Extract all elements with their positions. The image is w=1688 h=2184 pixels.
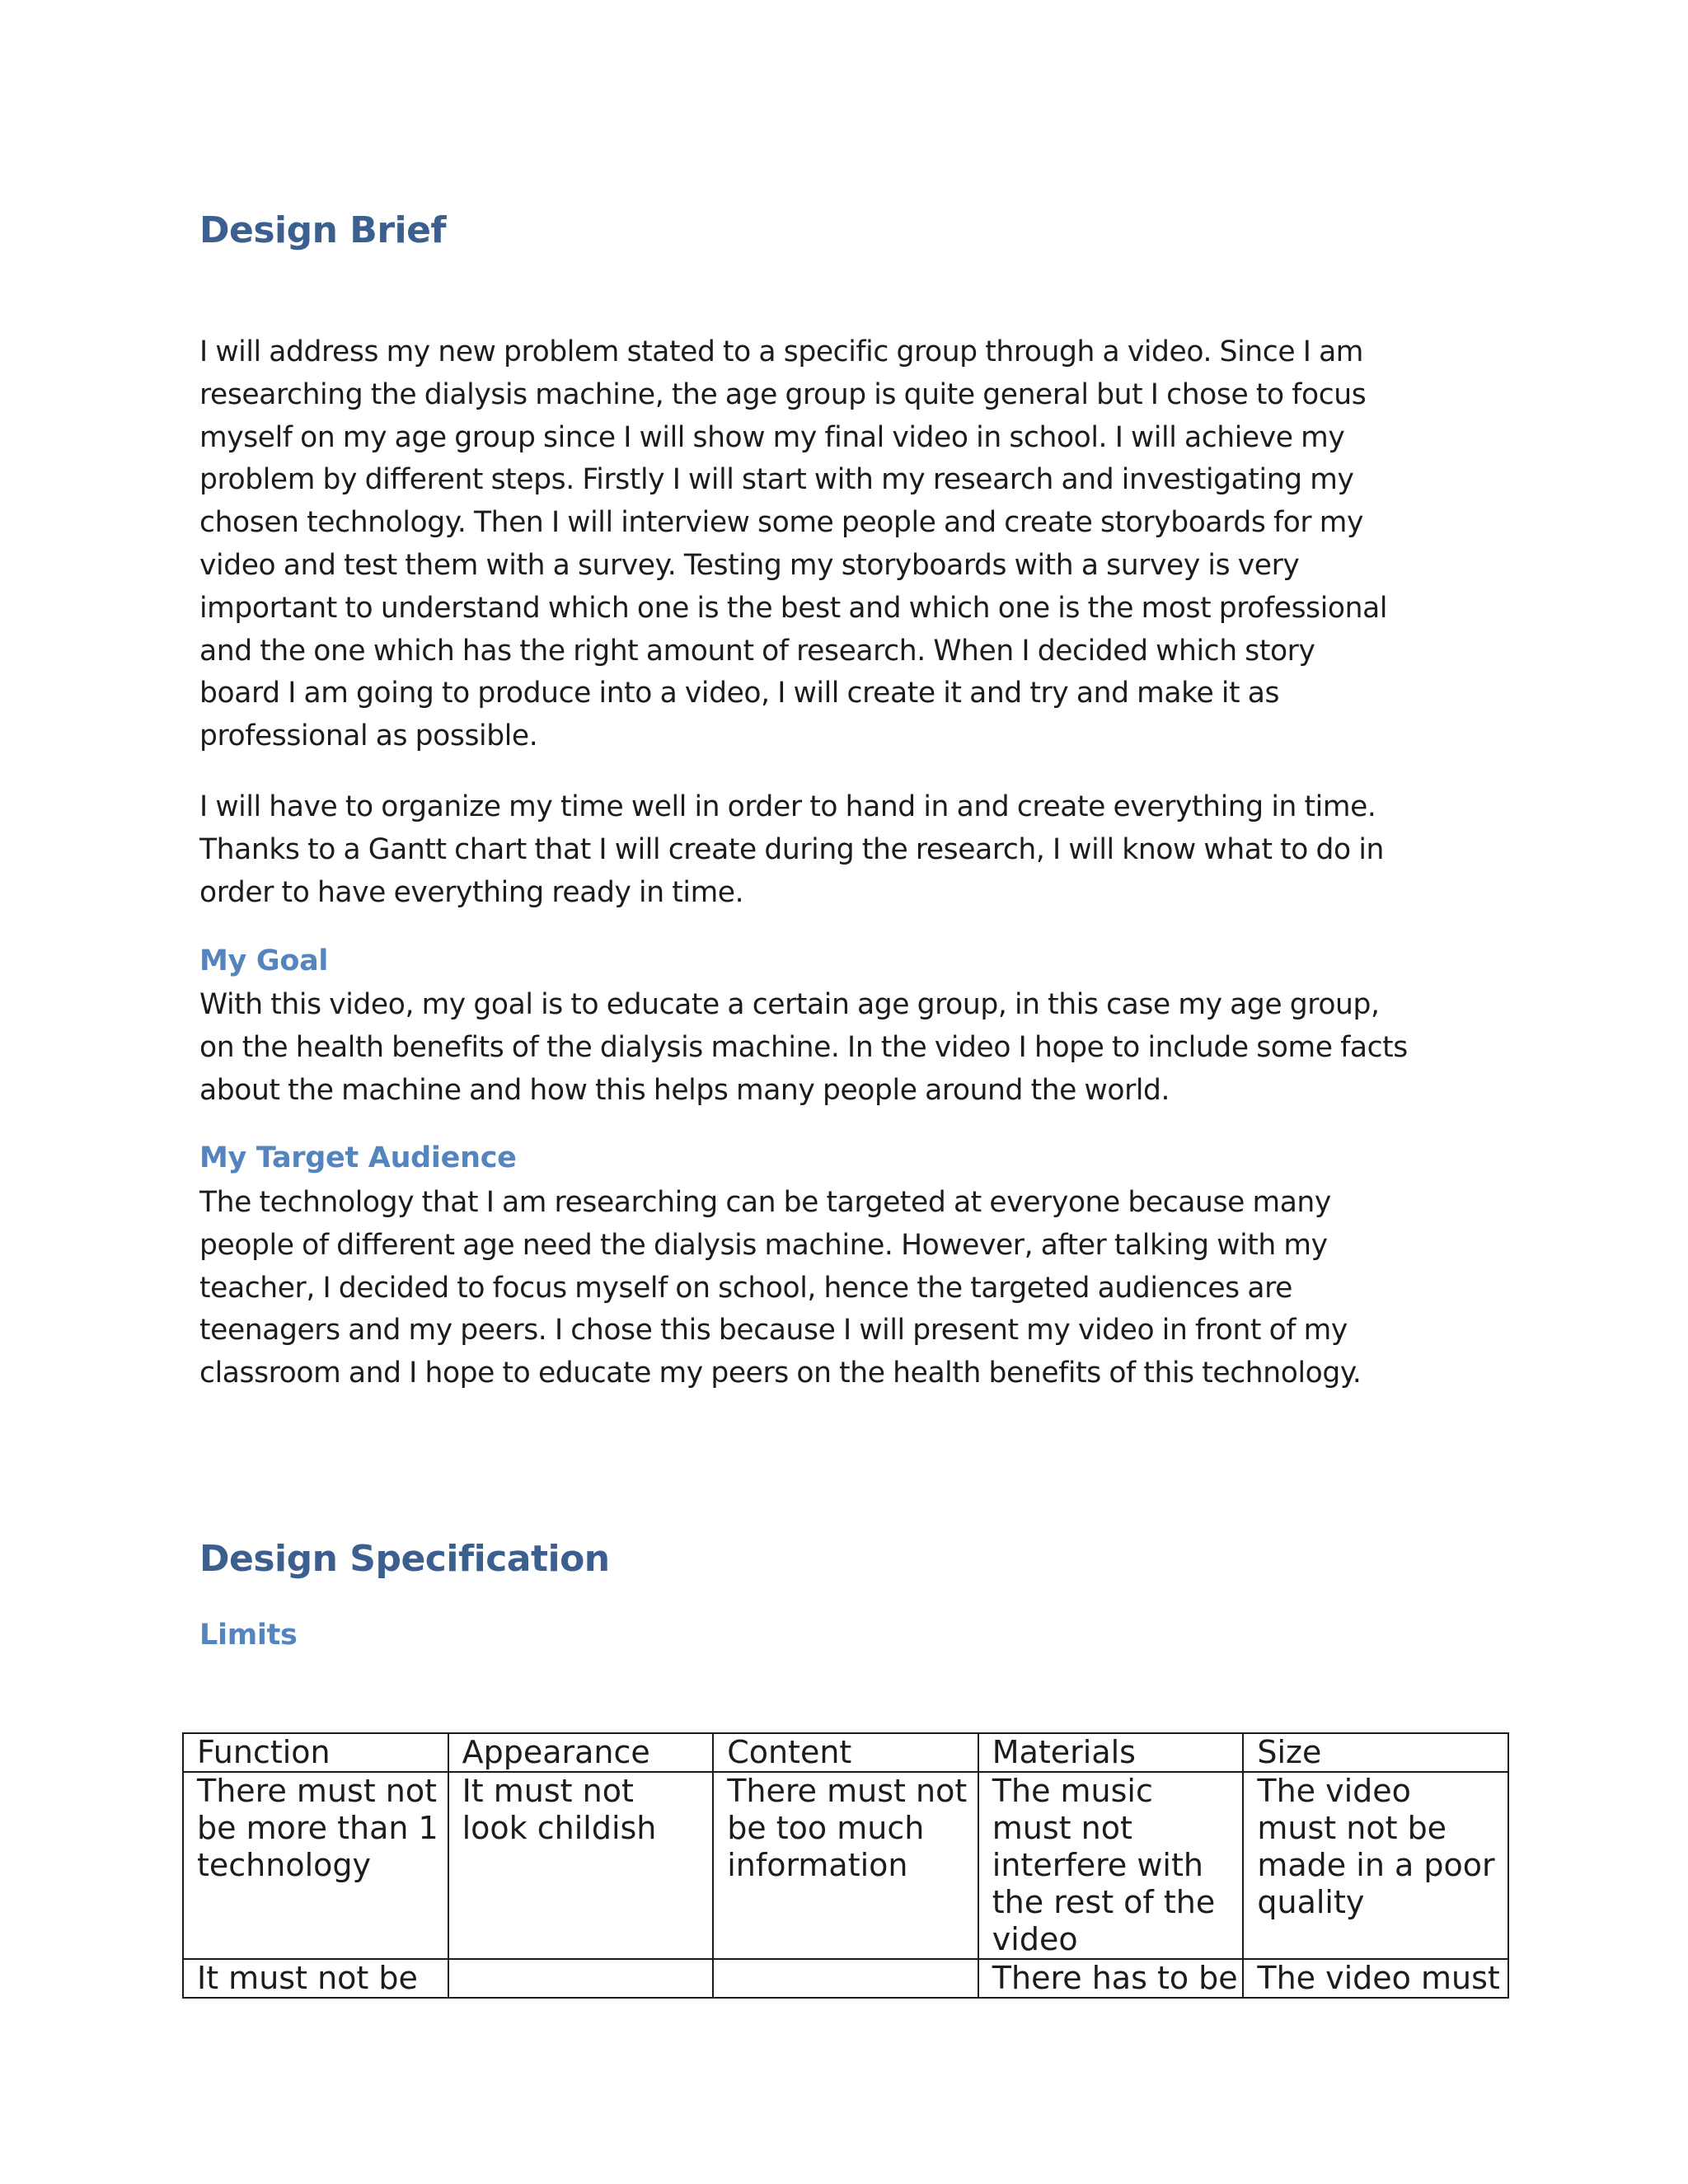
text-line: I will address my new problem stated to a specific group through a video. Since I am	[199, 335, 1364, 368]
text-line: With this video, my goal is to educate a certain age group, in this case my age group,	[199, 988, 1380, 1021]
table-cell: The video must	[1243, 1959, 1508, 1998]
text-line: chosen technology. Then I will interview some people and create storyboards for my	[199, 506, 1363, 540]
brief-paragraph-2	[199, 786, 1502, 914]
header-cell-size: Size	[1243, 1733, 1508, 1772]
limits-table	[182, 1732, 1509, 1999]
my-goal-heading: My Goal	[199, 944, 329, 977]
header-cell-materials: Materials	[978, 1733, 1244, 1772]
design-brief-heading: Design Brief	[199, 209, 447, 251]
target-audience-heading: My Target Audience	[199, 1141, 517, 1174]
brief-paragraph-1	[199, 331, 1502, 758]
text-line: professional as possible.	[199, 719, 538, 753]
text-line: researching the dialysis machine, the age group is quite general but I chose to focus	[199, 377, 1367, 411]
text-line: video and test them with a survey. Testing my storyboards with a survey is very	[199, 548, 1300, 582]
text-line: Thanks to a Gantt chart that I will create during the research, I will know what to do in	[199, 832, 1384, 866]
table-cell	[448, 1959, 714, 1998]
header-cell-content: Content	[713, 1733, 978, 1772]
goal-paragraph	[199, 984, 1502, 1112]
text-line: and the one which has the right amount of research. When I decided which story	[199, 634, 1315, 668]
text-line: people of different age need the dialysis machine. However, after talking with my	[199, 1228, 1328, 1262]
text-line: I will have to organize my time well in order to hand in and create everything in time.	[199, 790, 1376, 823]
header-cell-appearance: Appearance	[448, 1733, 714, 1772]
table-row	[183, 1959, 1508, 1998]
text-line: problem by different steps. Firstly I will start with my research and investigating my	[199, 463, 1354, 497]
table-cell	[713, 1959, 978, 1998]
table-cell: The video must not be made in a poor quality	[1243, 1772, 1508, 1959]
audience-paragraph	[199, 1182, 1502, 1395]
text-line: teenagers and my peers. I chose this because I will present my video in front of my	[199, 1314, 1348, 1347]
text-line: order to have everything ready in time.	[199, 875, 744, 909]
header-cell-function: Function	[183, 1733, 448, 1772]
design-specification-heading: Design Specification	[199, 1538, 610, 1580]
text-line: about the machine and how this helps many people around the world.	[199, 1073, 1170, 1107]
text-line: board I am going to produce into a video, I will create it and try and make it as	[199, 677, 1280, 710]
limits-heading: Limits	[199, 1619, 298, 1652]
text-line: myself on my age group since I will show my final video in school. I will achieve my	[199, 420, 1345, 454]
text-line: The technology that I am researching can be targeted at everyone because many	[199, 1186, 1331, 1219]
table-row	[183, 1772, 1508, 1959]
text-line: important to understand which one is the best and which one is the most professional	[199, 591, 1388, 625]
table-cell: The music must not interfere with the rest of the video	[978, 1772, 1244, 1959]
table-cell: It must not look childish	[448, 1772, 714, 1959]
table-cell: There has to be	[978, 1959, 1244, 1998]
text-line: on the health benefits of the dialysis machine. In the video I hope to include some facts	[199, 1030, 1408, 1064]
text-line: classroom and I hope to educate my peers on the health benefits of this technology.	[199, 1357, 1362, 1390]
text-line: teacher, I decided to focus myself on school, hence the targeted audiences are	[199, 1271, 1292, 1305]
table-cell: There must not be too much information	[713, 1772, 978, 1959]
table-header-row	[183, 1733, 1508, 1772]
table-cell: It must not be	[183, 1959, 448, 1998]
table-cell: There must not be more than 1 technology	[183, 1772, 448, 1959]
